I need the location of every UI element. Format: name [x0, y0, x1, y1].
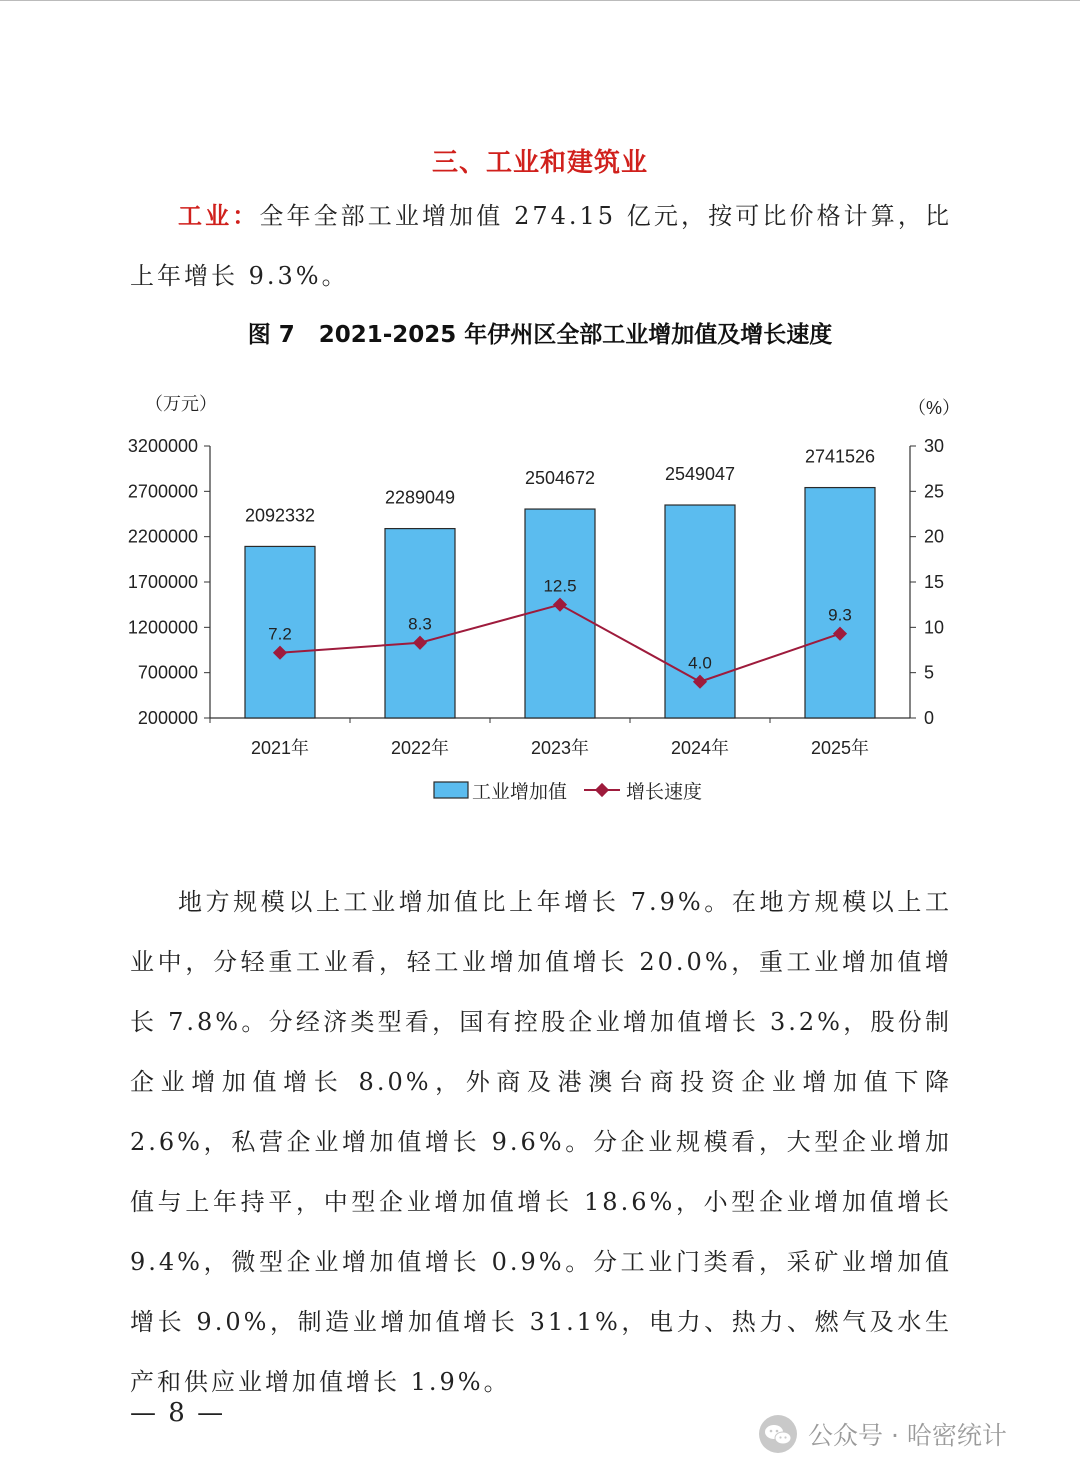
y-left-tick-label: 3200000 — [127, 436, 198, 456]
figure-number: 图 7 — [247, 322, 295, 348]
y-left-tick-label: 2700000 — [127, 481, 198, 502]
x-tick-label: 2023年 — [530, 738, 590, 758]
x-tick-label: 2022年 — [390, 738, 450, 758]
legend-line-marker — [595, 783, 609, 797]
industry-chart — [0, 380, 1080, 830]
bar-2023年 — [525, 509, 595, 718]
y-right-tick-label: 0 — [924, 708, 935, 728]
legend-bar-swatch — [434, 782, 468, 798]
page-number: — 8 — — [130, 1398, 226, 1428]
figure-title — [0, 316, 1080, 349]
y-right-unit: （%） — [908, 398, 961, 418]
industry-text: 全年全部工业增加值 274.15 亿元，按可比价格计算，比上年增长 9.3%。 — [130, 202, 953, 290]
bar-2025年 — [805, 488, 875, 718]
y-left-tick-label: 1200000 — [127, 617, 198, 638]
figure-title-text: 2021-2025 年伊州区全部工业增加值及增长速度 — [318, 322, 833, 348]
bar-value-label: 2092332 — [244, 505, 316, 526]
y-right-tick-label: 10 — [924, 617, 945, 638]
industry-lead: 工业： — [178, 202, 260, 230]
y-left-tick-label: 700000 — [137, 662, 198, 683]
y-left-tick-label: 2200000 — [127, 526, 198, 547]
y-right-tick-label: 20 — [924, 526, 945, 547]
legend-line-label: 增长速度 — [626, 782, 703, 803]
industry-paragraph — [130, 186, 952, 306]
wechat-icon — [758, 1414, 798, 1454]
growth-value-label: 9.3 — [828, 605, 852, 625]
bar-value-label: 2741526 — [804, 446, 876, 467]
growth-value-label: 7.2 — [268, 624, 292, 644]
growth-value-label: 4.0 — [688, 653, 712, 673]
growth-value-label: 12.5 — [543, 576, 577, 596]
watermark-text: 公众号 · 哈密统计 — [808, 1421, 1007, 1450]
growth-value-label: 8.3 — [408, 614, 432, 634]
bar-value-label: 2504672 — [524, 468, 596, 489]
y-right-tick-label: 15 — [924, 572, 945, 592]
y-right-tick-label: 25 — [924, 481, 945, 502]
scale-industry-paragraph: 地方规模以上工业增加值比上年增长 7.9%。在地方规模以上工业中，分轻重工业看，轻工业增加值增长 20.0%，重工业增加值增长 7.8%。分经济类型看，国有控股企业增加值增长 3.2%，股份制企业增加值增长 8.0%，外商及港澳台商投资企业增加值下降 2.6%，私营企业增加值增长 9.6%。分企业规模看，大型企业增加值与上年持平，中型企业增加值增长 18.6%，小型企业增加值增长 9.4%，微型企业增加值增长 0.9%。分工业门类看，采矿业增加值增长 9.0%，制造业增加值增长 31.1%，电力、热力、燃气及水生产和供应业增加值增长 1.9%。 — [130, 888, 952, 1396]
top-border — [0, 0, 1080, 1]
x-tick-label: 2024年 — [670, 738, 730, 758]
section-title: 三、工业和建筑业 — [431, 148, 648, 178]
x-tick-label: 2021年 — [250, 738, 310, 758]
watermark — [758, 1412, 1007, 1456]
y-left-tick-label: 1700000 — [127, 572, 198, 592]
y-left-unit: （万元） — [145, 394, 217, 414]
y-left-tick-label: 200000 — [137, 708, 198, 728]
y-right-tick-label: 30 — [924, 436, 945, 456]
x-tick-label: 2025年 — [810, 738, 870, 758]
legend-bar-label: 工业增加值 — [472, 782, 568, 803]
bar-value-label: 2289049 — [384, 487, 456, 508]
y-right-tick-label: 5 — [924, 662, 935, 683]
bar-value-label: 2549047 — [664, 464, 736, 485]
